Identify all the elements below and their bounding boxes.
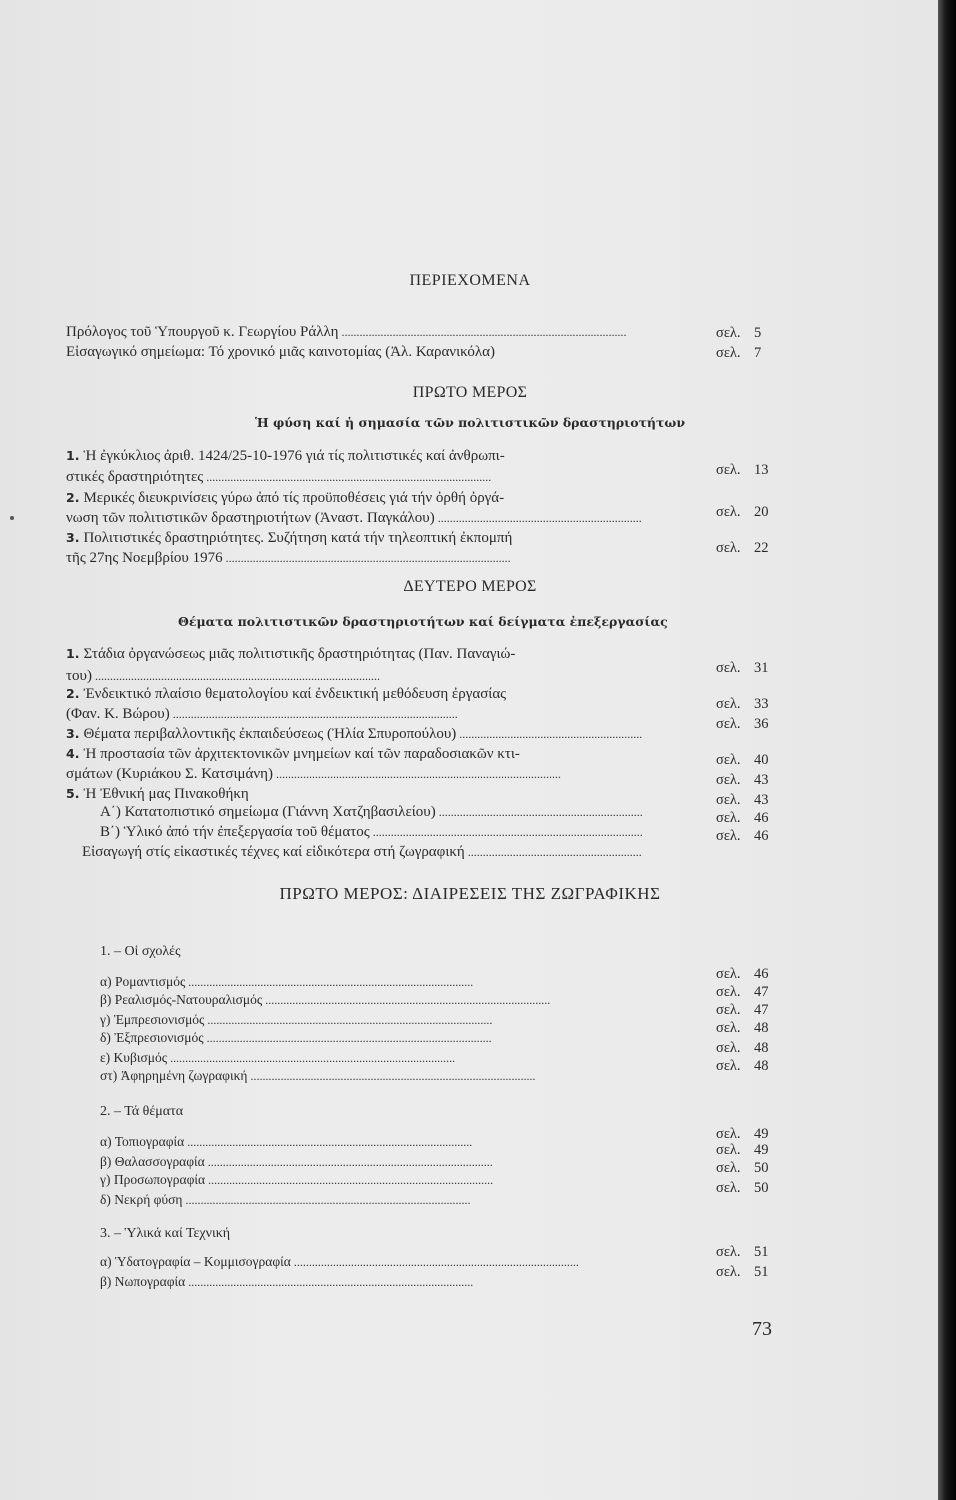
toc-entry-cont: του) . . . [66, 668, 642, 688]
toc-entry: 3. Πολιτιστικές δραστηριότητες. Συζήτηση κατά τήν τηλεοπτική ἐκπομπή [66, 530, 513, 546]
page-ref: σελ. 46 [716, 828, 769, 844]
page-ref: σελ. 13 [716, 462, 769, 478]
toc-entry: 5. Ἡ Ἐθνική μας Πινακοθήκη [66, 786, 249, 802]
part1-subtitle: Ἡ φύση καί ἡ σημασία τῶν πολιτιστικῶν δραστηριοτήτων [254, 415, 686, 430]
page-ref: σελ. 20 [716, 504, 769, 520]
toc-entry: α) Τοπιογραφία . . . [100, 1134, 654, 1154]
toc-entry: Β΄) Ὑλικό ἀπό τήν ἐπεξεργασία τοῦ θέματος . . . [100, 824, 642, 844]
toc-entry: Εἰσαγωγή στίς εἰκαστικές τέχνες καί εἰδικότερα στή ζωγραφική . . . [82, 844, 642, 864]
section-heading: 3. – Ὑλικά καί Τεχνική [100, 1226, 231, 1241]
part2-heading: ΔΕΥΤΕΡΟ ΜΕΡΟΣ [403, 578, 537, 595]
page-ref: σελ. 46 [716, 810, 769, 826]
page-ref: σελ. 33 [716, 696, 769, 712]
page-ref: σελ. 48 [716, 1058, 769, 1074]
toc-entry: Πρόλογος τοῦ Ὑπουργοῦ κ. Γεωργίου Ράλλη . . . [66, 324, 642, 344]
page-ref: σελ. 43 [716, 792, 769, 808]
toc-entry: 1. Στάδια ὀργανώσεως μιᾶς πολιτιστικῆς δραστηριότητας (Παν. Παναγιώ- [66, 646, 516, 662]
page-ref: σελ. 51 [716, 1244, 769, 1260]
toc-entry: στ) Ἀφηρημένη ζωγραφική . . . [100, 1068, 654, 1088]
part1-heading: ΠΡΩΤΟ ΜΕΡΟΣ [412, 384, 528, 401]
toc-entry-cont: στικές δραστηριότητες . . . [66, 469, 642, 489]
toc-entry: β) Θαλασσογραφία . . . [100, 1154, 654, 1174]
page-ref: σελ. 49 [716, 1126, 769, 1142]
toc-entry: β) Νωπογραφία . . . [100, 1274, 654, 1294]
toc-entry: Α΄) Κατατοπιστικό σημείωμα (Γιάννη Χατζηβασιλείου) . . . [100, 804, 642, 824]
section-heading: 2. – Τά θέματα [100, 1104, 184, 1119]
part2-subtitle: Θέματα πολιτιστικῶν δραστηριοτήτων καί δείγματα ἐπεξεργασίας [178, 614, 668, 629]
page-ref: σελ. 47 [716, 984, 769, 1000]
page-number: 73 [752, 1318, 772, 1340]
toc-entry: γ) Προσωπογραφία . . . [100, 1172, 654, 1192]
toc-entry: 4. Ἡ προστασία τῶν ἀρχιτεκτονικῶν μνημείων καί τῶν παραδοσιακῶν κτι- [66, 746, 520, 762]
toc-entry-cont: τῆς 27ης Νοεμβρίου 1976 . . . [66, 550, 642, 570]
page-ref: σελ. 46 [716, 966, 769, 982]
toc-entry: δ) Νεκρή φύση . . . [100, 1192, 654, 1212]
page-ref: σελ. 50 [716, 1180, 769, 1196]
toc-entry-cont: νωση τῶν πολιτιστικῶν δραστηριοτήτων (Ἀναστ. Παγκάλου) . . . [66, 510, 642, 530]
part3-heading: ΠΡΩΤΟ ΜΕΡΟΣ: ΔΙΑΙΡΕΣΕΙΣ ΤΗΣ ΖΩΓΡΑΦΙΚΗΣ [279, 884, 661, 903]
toc-entry: α) Ρομαντισμός . . . [100, 974, 654, 994]
page-ref: σελ. 48 [716, 1040, 769, 1056]
toc-entry-cont: σμάτων (Κυριάκου Σ. Κατσιμάνη) . . . [66, 766, 642, 786]
page-ref: σελ. 51 [716, 1264, 769, 1280]
toc-entry: 1. Ἡ ἐγκύκλιος ἀριθ. 1424/25-10-1976 γιά τίς πολιτιστικές καί ἀνθρωπι- [66, 448, 505, 464]
page-ref: σελ. 40 [716, 752, 769, 768]
scan-speck [10, 516, 14, 520]
page-ref: σελ. 50 [716, 1160, 769, 1176]
toc-entry-cont: (Φαν. Κ. Βώρου) . . . [66, 706, 642, 726]
toc-entry: γ) Ἐμπρεσιονισμός . . . [100, 1012, 654, 1032]
page-ref: σελ. 7 [716, 345, 762, 361]
page-ref: σελ. 5 [716, 325, 762, 341]
page-ref: σελ. 49 [716, 1142, 769, 1158]
toc-entry: δ) Ἐξπρεσιονισμός . . . [100, 1030, 654, 1050]
page-ref: σελ. 22 [716, 540, 769, 556]
toc-entry: α) Ὑδατογραφία – Κομμισογραφία . . . [100, 1254, 654, 1274]
toc-entry: 3. Θέματα περιβαλλοντικῆς ἐκπαιδεύσεως (Ἠλία Σπυροπούλου) . . . [66, 726, 642, 746]
toc-entry: 2. Μερικές διευκρινίσεις γύρω ἀπό τίς προϋποθέσεις γιά τήν ὀρθή ὀργά- [66, 490, 505, 506]
toc-entry: β) Ρεαλισμός-Νατουραλισμός . . . [100, 992, 654, 1012]
page-ref: σελ. 31 [716, 660, 769, 676]
page-ref: σελ. 47 [716, 1002, 769, 1018]
page-ref: σελ. 36 [716, 716, 769, 732]
section-heading: 1. – Οἱ σχολές [100, 944, 181, 959]
page-title: ΠΕΡΙΕΧΟΜΕΝΑ [409, 272, 531, 289]
toc-entry: 2. Ἐνδεικτικό πλαίσιο θεματολογίου καί ἐνδεικτική μεθόδευση ἐργασίας [66, 686, 507, 702]
page-ref: σελ. 43 [716, 772, 769, 788]
toc-entry: Εἰσαγωγικό σημείωμα: Τό χρονικό μιᾶς καινοτομίας (Ἀλ. Καρανικόλα) [66, 344, 495, 360]
page-ref: σελ. 48 [716, 1020, 769, 1036]
binding-edge [938, 0, 956, 1500]
toc-entry: ε) Κυβισμός . . . [100, 1050, 654, 1070]
